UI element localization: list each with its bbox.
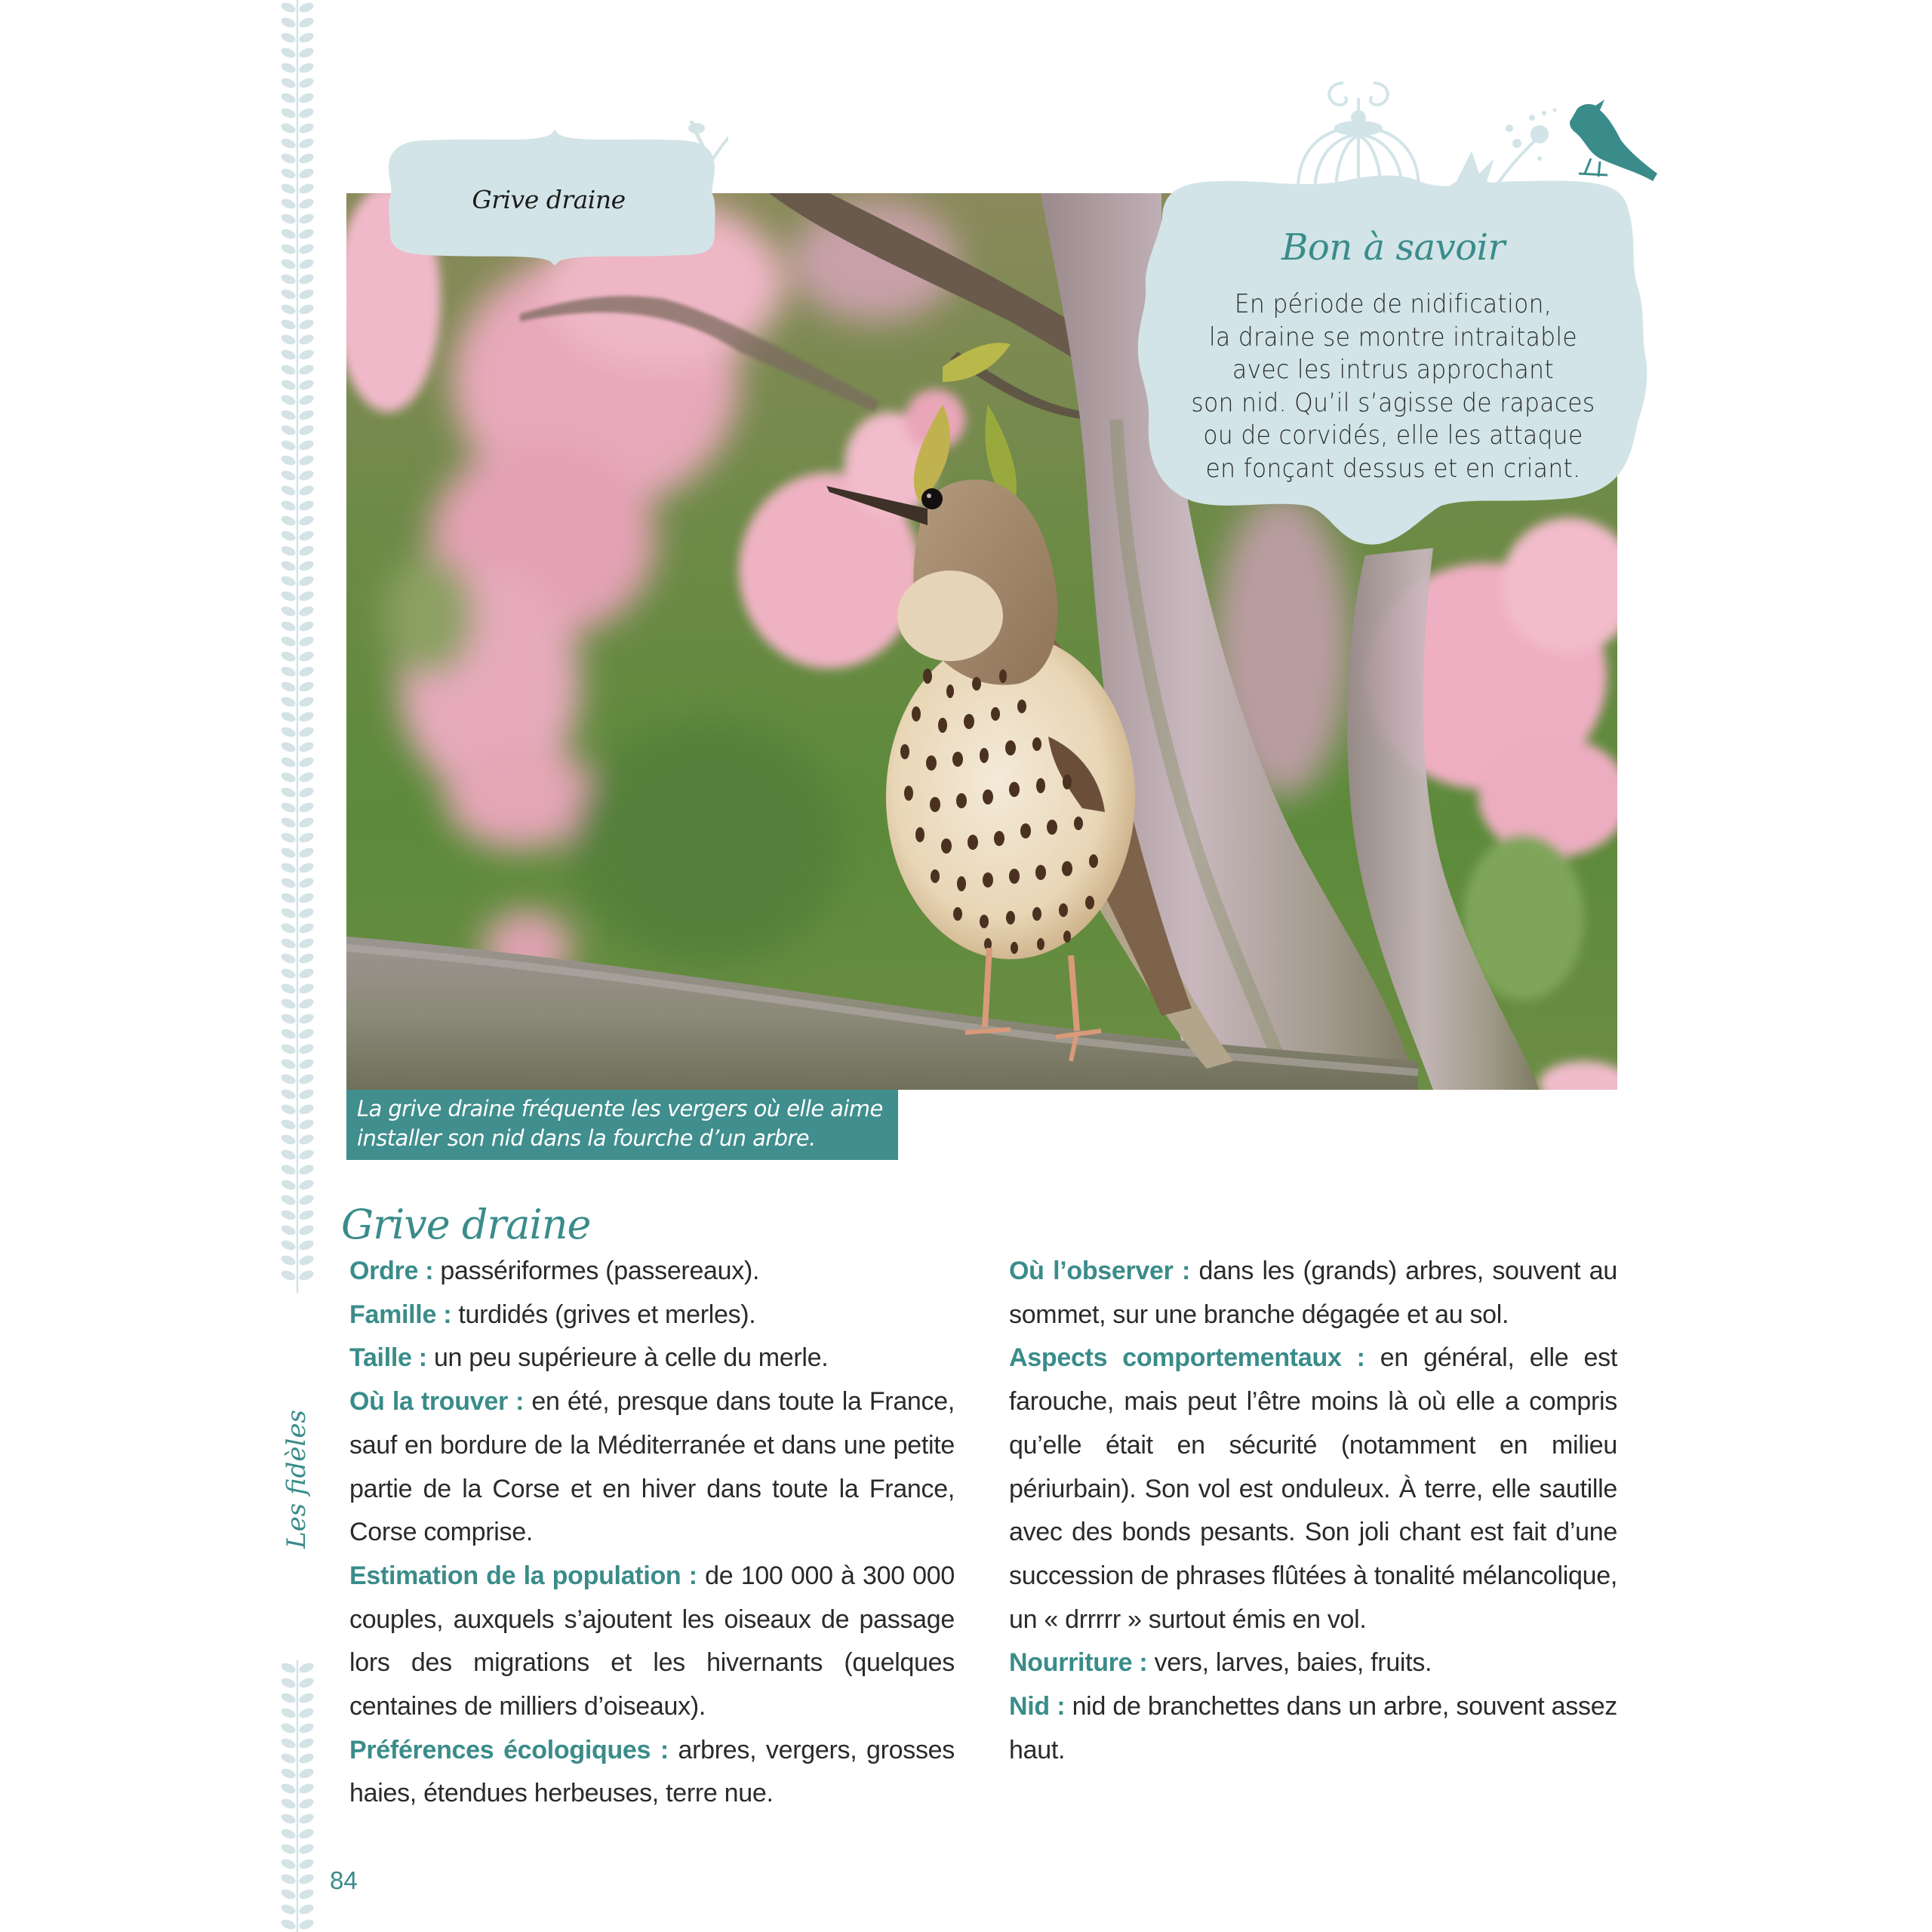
fact-text: nid de branchettes dans un arbre, souvent assez haut. [1009, 1692, 1618, 1764]
caption-text: La grive draine fréquente les vergers où elle aime installer son nid dans la fourche d’un arbre. [357, 1096, 883, 1151]
fact-ou-observer [1009, 1250, 1617, 1337]
fact-label: Nid : [1009, 1692, 1066, 1721]
fact-taille [349, 1337, 955, 1380]
fact-text: de 100 000 à 300 000 couples, auxquels s’ajoutent les oiseaux de passage lors des migrations et les hivernants (quelques centaines de milliers d’oiseaux). [349, 1561, 955, 1721]
fact-preferences [349, 1729, 955, 1816]
fact-ordre [349, 1250, 955, 1294]
fact-text: dans les (grands) arbres, souvent au sommet, sur une branche dégagée et au sol. [1009, 1257, 1617, 1329]
fact-label: Où la trouver : [349, 1387, 525, 1417]
birdcage-icon [1298, 83, 1419, 189]
page-number: 84 [330, 1866, 358, 1894]
fact-text: en été, presque dans toute la France, sauf en bordure de la Méditerranée et dans une petite partie de la Corse et en hiver dans toute la France, Corse comprise. [349, 1387, 955, 1547]
species-facts-right [1009, 1250, 1617, 1772]
fact-label: Taille : [349, 1343, 427, 1373]
fact-nourriture [1009, 1641, 1617, 1685]
fact-text: vers, larves, baies, fruits. [1154, 1648, 1432, 1678]
fact-label: Aspects comportementaux : [1009, 1343, 1365, 1373]
species-title: Grive draine [341, 1201, 591, 1248]
callout-line: la draine se montre intraitable [1208, 321, 1578, 352]
photo-caption [346, 1090, 898, 1160]
vine-border-icon [278, 1660, 317, 1932]
species-facts-left [349, 1250, 955, 1816]
callout-line: En période de nidification, [1234, 289, 1552, 319]
vine-border-icon [278, 0, 317, 1293]
fact-text: passériformes (passereaux). [440, 1257, 760, 1285]
fact-nid [1009, 1685, 1617, 1772]
fact-text: un peu supérieure à celle du merle. [433, 1343, 829, 1373]
callout-body [1167, 288, 1620, 486]
fact-label: Préférences écologiques : [349, 1735, 669, 1764]
callout-title: Bon à savoir [1281, 226, 1505, 269]
callout-line: en fonçant dessus et en criant. [1205, 453, 1581, 484]
chapter-side-label: Les fidèles [281, 1410, 312, 1549]
fact-population [349, 1555, 955, 1729]
fact-famille [349, 1294, 955, 1337]
callout-line: ou de corvidés, elle les attaque [1203, 420, 1583, 451]
fact-label: Ordre : [349, 1257, 434, 1285]
fact-label: Où l’observer : [1009, 1257, 1191, 1285]
callout-line: avec les intrus approchant [1232, 355, 1554, 386]
callout-line: son nid. Qu’il s’agisse de rapaces [1191, 387, 1595, 418]
fact-label: Nourriture : [1009, 1648, 1148, 1678]
fact-text: arbres, vergers, grosses haies, étendues herbeuses, terre nue. [349, 1735, 955, 1808]
photo-label: Grive draine [472, 185, 626, 214]
fact-text: turdidés (grives et merles). [458, 1300, 756, 1329]
fact-ou-la-trouver [349, 1380, 955, 1555]
fact-text: en général, elle est farouche, mais peut l’être moins là où elle a compris qu’elle était en sécurité (notamment en milieu périurbain). Son vol est onduleux. À terre, elle sautille avec des bonds pesants. Son joli chant est fait d’une succession de phrases flûtées à tonalité mélancolique, un « drrrrr » surtout émis en vol. [1009, 1343, 1617, 1634]
fact-comportement [1009, 1337, 1617, 1641]
fact-label: Estimation de la population : [349, 1561, 697, 1590]
perched-bird-icon [1570, 100, 1657, 181]
fact-label: Famille : [349, 1300, 452, 1329]
